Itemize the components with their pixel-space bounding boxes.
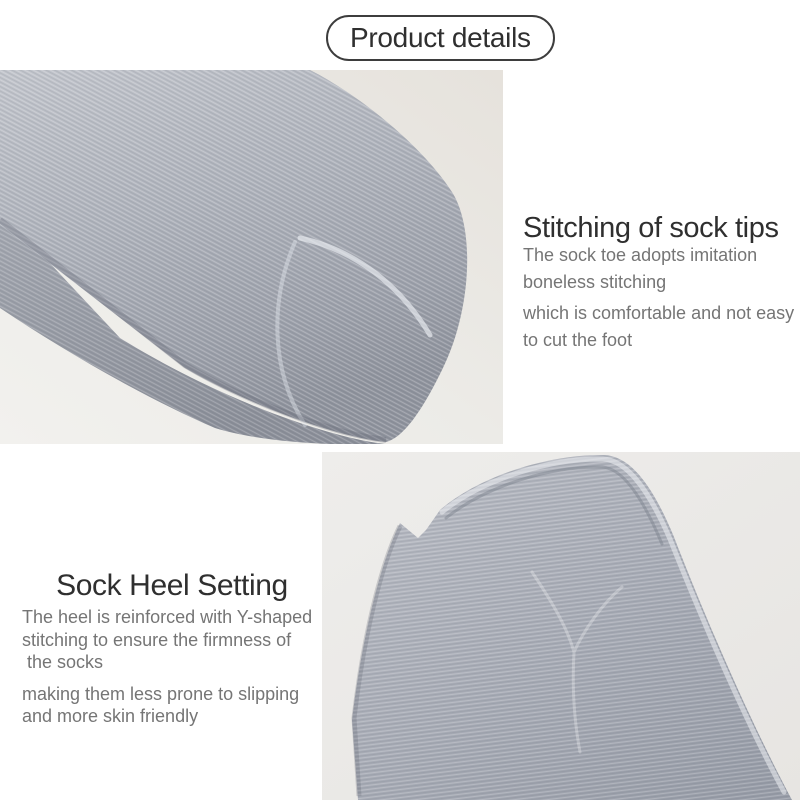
paragraph xyxy=(523,242,794,296)
sock-heel-illustration xyxy=(322,452,800,800)
body-line: The sock toe adopts imitation xyxy=(523,245,758,265)
section-heading-stitching-tips: Stitching of sock tips xyxy=(523,212,779,245)
paragraph xyxy=(22,606,312,674)
body-line: and more skin friendly xyxy=(22,706,199,726)
sock-toe-photo xyxy=(0,70,503,444)
body-line: boneless stitching xyxy=(523,272,667,292)
body-line: which is comfortable and not easy xyxy=(523,303,795,323)
body-line: to cut the foot xyxy=(523,330,633,350)
paragraph xyxy=(523,300,794,354)
paragraph xyxy=(22,683,312,728)
body-line: making them less prone to slipping xyxy=(22,683,300,704)
body-line: the socks xyxy=(22,652,104,672)
sock-toe-illustration xyxy=(0,70,503,444)
section-body-stitching-tips xyxy=(523,242,794,354)
product-details-badge xyxy=(326,15,555,61)
product-details-badge-label: Product details xyxy=(350,22,531,53)
sock-heel-photo xyxy=(322,452,800,800)
body-line: stitching to ensure the firmness of xyxy=(22,629,292,650)
body-line: The heel is reinforced with Y-shaped xyxy=(22,607,313,627)
section-heading-heel-setting: Sock Heel Setting xyxy=(56,568,288,602)
section-body-heel-setting xyxy=(22,606,312,728)
